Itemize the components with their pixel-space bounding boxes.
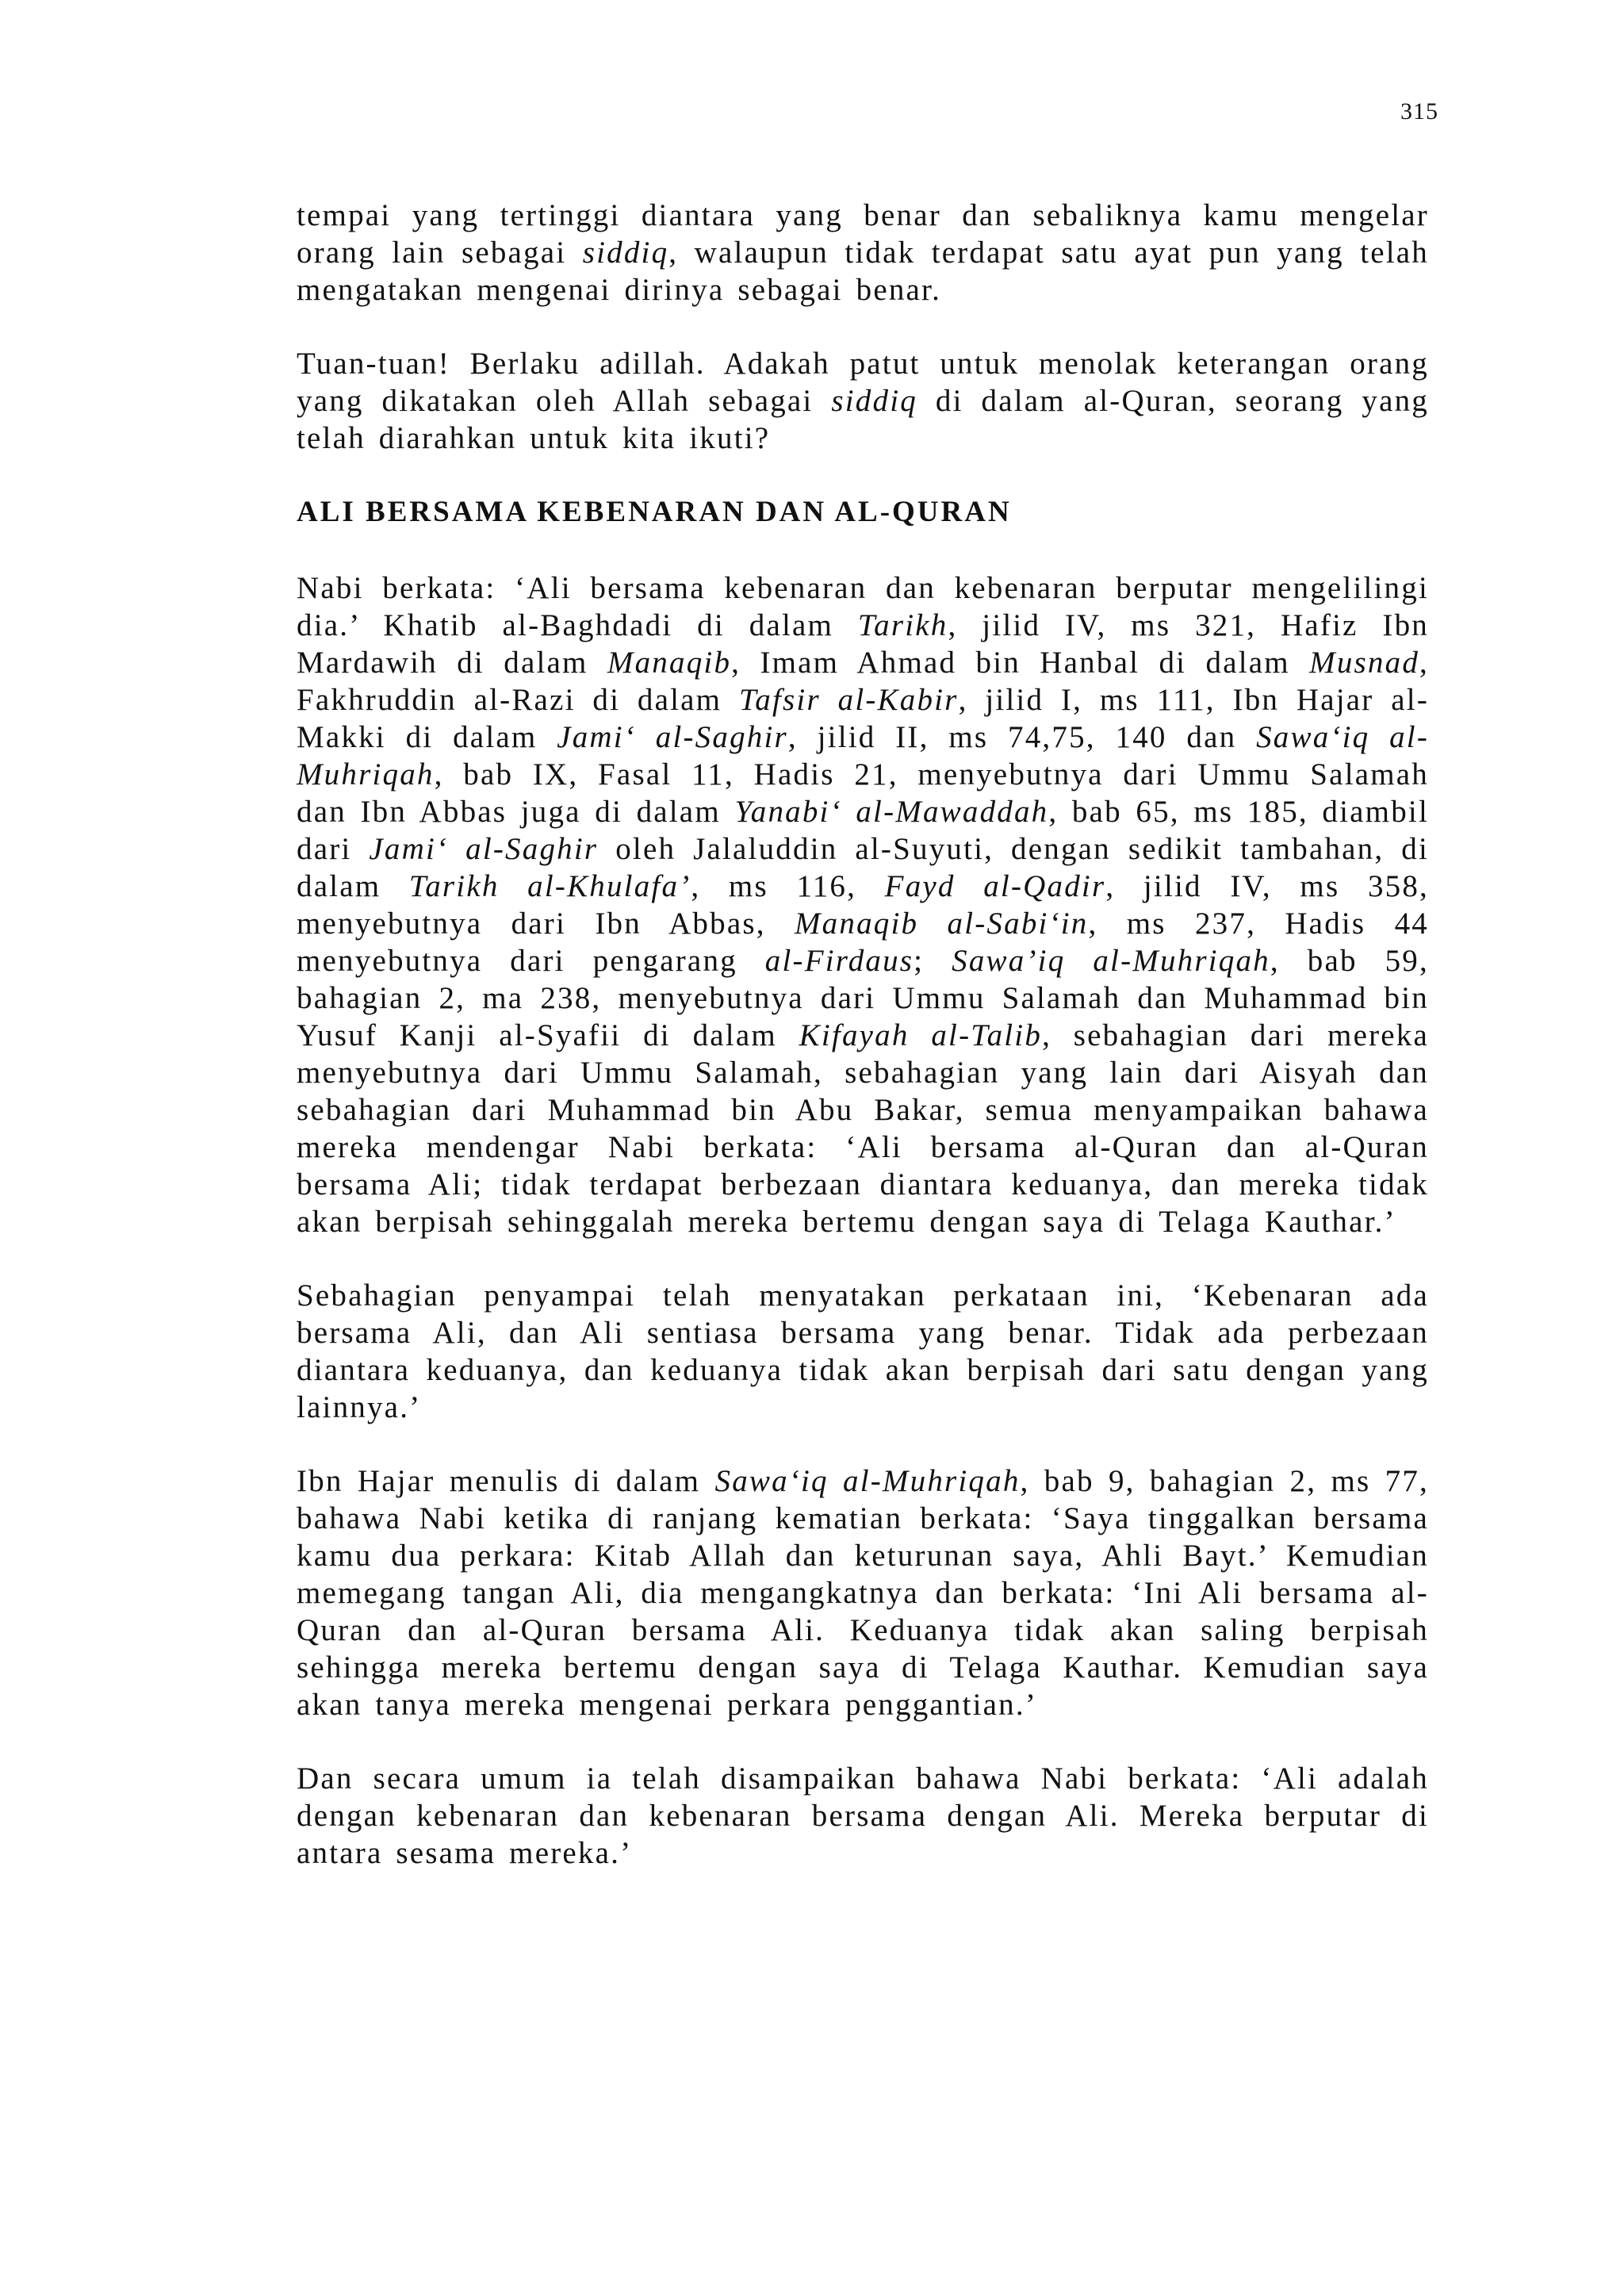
title-citation: Yanabi‘ al-Mawaddah bbox=[734, 795, 1049, 829]
paragraph-continuation bbox=[297, 197, 1429, 309]
text-run: , Imam Ahmad bin Hanbal di dalam bbox=[731, 646, 1310, 680]
title-citation: Jami‘ al-Saghir bbox=[369, 832, 599, 866]
text-run: Sebahagian penyampai telah menyatakan perkataan ini, ‘Kebenaran ada bersama Ali, dan Ali sentiasa bersama yang benar. Tidak ada perbezaan diantara keduanya, dan keduanya tidak akan berpisah dari satu dengan yang lainnya.’ bbox=[297, 1278, 1429, 1424]
paragraph-general bbox=[297, 1760, 1429, 1872]
text-run: , jilid IV, ms 358, menyebutnya dari Ibn Abbas, bbox=[297, 869, 1430, 941]
title-citation: Sawa’iq al-Muhriqah bbox=[952, 944, 1270, 978]
text-run: Dan secara umum ia telah disampaikan bahawa Nabi berkata: ‘Ali adalah dengan kebenaran dan kebenaran bersama dengan Ali. Mereka berputar di antara sesama mereka.’ bbox=[297, 1761, 1429, 1870]
title-citation: siddiq bbox=[831, 384, 917, 418]
title-citation: siddiq bbox=[582, 236, 669, 270]
title-citation: Jami‘ al-Saghir bbox=[557, 720, 788, 754]
text-run: , jilid IV, ms 321, Hafiz Ibn Mardawih di dalam bbox=[297, 608, 1429, 680]
title-citation: Sawa‘iq al-Muhriqah bbox=[297, 720, 1430, 792]
title-citation: Tarikh al-Khulafa’ bbox=[408, 869, 691, 903]
title-citation: Manaqib al-Sabi‘in bbox=[794, 907, 1089, 941]
title-citation: Musnad bbox=[1309, 646, 1420, 680]
paragraph-narrators bbox=[297, 1277, 1429, 1426]
text-run: , bab 65, ms 185, diambil dari bbox=[297, 795, 1429, 866]
page-body bbox=[297, 197, 1429, 1908]
title-citation: Kifayah al-Talib bbox=[799, 1018, 1043, 1052]
text-run: , bab IX, Fasal 11, Hadis 21, menyebutnya dari Ummu Salamah dan Ibn Abbas juga di dalam bbox=[297, 757, 1429, 829]
text-run: , jilid I, ms 111, Ibn Hajar al-Makki di dalam bbox=[297, 683, 1430, 754]
text-run: , walaupun tidak terdapat satu ayat pun yang telah mengatakan mengenai dirinya sebagai benar. bbox=[297, 236, 1429, 307]
text-run: di dalam al-Quran, seorang yang telah diarahkan untuk kita ikuti? bbox=[297, 384, 1430, 455]
text-run: , bab 9, bahagian 2, ms 77, bahawa Nabi ketika di ranjang kematian berkata: ‘Saya tinggalkan bersama kamu dua perkara: Kitab Allah dan keturunan saya, Ahli Bayt.’ Kemudian memegang tangan Ali, dia mengangkatnya dan berkata: ‘Ini Ali bersama al-Quran dan al-Quran bersama Ali. Keduanya tidak akan saling berpisah sehingga mereka bertemu dengan saya di Telaga Kauthar. Kemudian saya akan tanya mereka mengenai perkara penggantian.’ bbox=[297, 1464, 1429, 1722]
text-run: , jilid II, ms 74,75, 140 dan bbox=[787, 720, 1257, 754]
title-citation: Sawa‘iq al-Muhriqah bbox=[714, 1464, 1021, 1498]
paragraph-appeal bbox=[297, 345, 1429, 457]
title-citation: Tarikh bbox=[857, 608, 948, 642]
title-citation: Tafsir al-Kabir bbox=[739, 683, 959, 717]
text-run: , ms 116, bbox=[691, 869, 885, 903]
section-heading: ALI BERSAMA KEBENARAN DAN AL-QURAN bbox=[297, 496, 1012, 528]
text-run: Ibn Hajar menulis di dalam bbox=[297, 1464, 715, 1498]
text-run: tempai yang tertinggi diantara yang benar dan sebaliknya kamu mengelar orang lain sebagai bbox=[297, 198, 1429, 270]
text-run: , ms 237, Hadis 44 menyebutnya dari pengarang bbox=[297, 907, 1430, 978]
text-run: , Fakhruddin al-Razi di dalam bbox=[297, 646, 1429, 717]
title-citation: al-Firdaus bbox=[764, 944, 914, 978]
text-run: , bab 59, bahagian 2, ma 238, menyebutnya dari Ummu Salamah dan Muhammad bin Yusuf Kanji al-Syafii di dalam bbox=[297, 944, 1429, 1052]
text-run: , sebahagian dari mereka menyebutnya dari Ummu Salamah, sebahagian yang lain dari Aisyah dan sebahagian dari Muhammad bin Abu Bakar, semua menyampaikan bahawa mereka mendengar Nabi berkata: ‘Ali bersama al-Quran dan al-Quran bersama Ali; tidak terdapat berbezaan diantara keduanya, dan mereka tidak akan berpisah sehinggalah mereka bertemu dengan saya di Telaga Kauthar.’ bbox=[297, 1018, 1429, 1239]
title-citation: Manaqib bbox=[607, 646, 732, 680]
paragraph-hadith-sources bbox=[297, 569, 1429, 1240]
text-run: Tuan-tuan! Berlaku adillah. Adakah patut untuk menolak keterangan orang yang dikatakan oleh Allah sebagai bbox=[297, 347, 1429, 418]
text-run: Nabi berkata: ‘Ali bersama kebenaran dan kebenaran berputar mengelilingi dia.’ Khatib al-Baghdadi di dalam bbox=[297, 571, 1429, 642]
text-run: ; bbox=[914, 944, 952, 978]
text-run: oleh Jalaluddin al-Suyuti, dengan sedikit tambahan, di dalam bbox=[297, 832, 1429, 903]
paragraph-ibn-hajar bbox=[297, 1462, 1429, 1723]
page-number: 315 bbox=[1400, 98, 1438, 125]
title-citation: Fayd al-Qadir bbox=[884, 869, 1106, 903]
